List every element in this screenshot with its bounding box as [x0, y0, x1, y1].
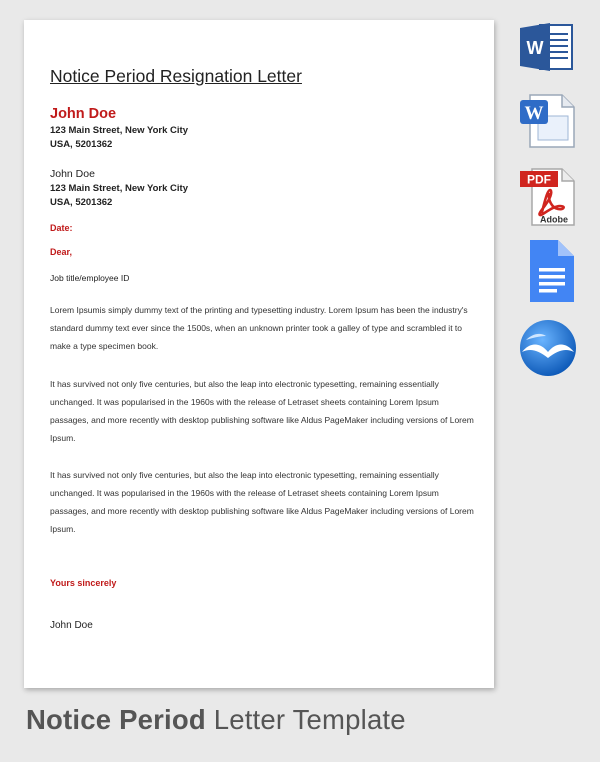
- recipient-address-line1: 123 Main Street, New York City: [50, 183, 188, 194]
- sender-name: John Doe: [50, 106, 117, 122]
- word-doc-icon[interactable]: [518, 94, 582, 148]
- recipient-name: John Doe: [50, 168, 95, 180]
- pdf-sub-label: Adobe: [540, 214, 568, 225]
- word-doc-label: W: [524, 103, 544, 124]
- footer-title: [26, 704, 406, 736]
- date-label: Date:: [50, 223, 73, 233]
- closing: Yours sincerely: [50, 578, 117, 588]
- word-docx-label: W: [526, 38, 544, 58]
- job-title-line: Job title/employee ID: [50, 273, 130, 283]
- letter-title: Notice Period Resignation Letter: [50, 66, 302, 86]
- pdf-label: PDF: [527, 172, 551, 187]
- footer-title-light: Letter Template: [213, 704, 406, 735]
- salutation: Dear,: [50, 247, 73, 257]
- openoffice-icon[interactable]: [518, 318, 582, 378]
- sender-address-line2: USA, 5201362: [50, 139, 113, 150]
- letter-sheet: [24, 20, 494, 688]
- body-paragraph: It has survived not only five centuries, but also the leap into electronic typesetting, remaining essentially unchanged. It was popularised in the 1960s with the release of Letraset sheets containing Lorem Ipsum passages, and more recently with desktop publishing software like Aldus PageMaker including versions of Lorem Ipsum.: [50, 470, 474, 534]
- recipient-address-line2: USA, 5201362: [50, 197, 113, 208]
- pdf-icon[interactable]: [518, 168, 582, 226]
- footer-title-bold: Notice Period: [26, 704, 206, 735]
- google-docs-icon[interactable]: [518, 238, 582, 304]
- body-paragraph: Lorem Ipsumis simply dummy text of the printing and typesetting industry. Lorem Ipsum has been the industry's standard dummy text ever since the 1500s, when an unknown printer took a galley of type and scrambled it to make a type specimen book.: [50, 305, 468, 351]
- body-paragraph: It has survived not only five centuries, but also the leap into electronic typesetting, remaining essentially unchanged. It was popularised in the 1960s with the release of Letraset sheets containing Lorem Ipsum passages, and more recently with desktop publishing software like Aldus PageMaker including versions of Lorem Ipsum.: [50, 379, 474, 443]
- signature-name: John Doe: [50, 620, 93, 631]
- sender-address-line1: 123 Main Street, New York City: [50, 125, 188, 136]
- word-docx-icon[interactable]: [518, 22, 582, 72]
